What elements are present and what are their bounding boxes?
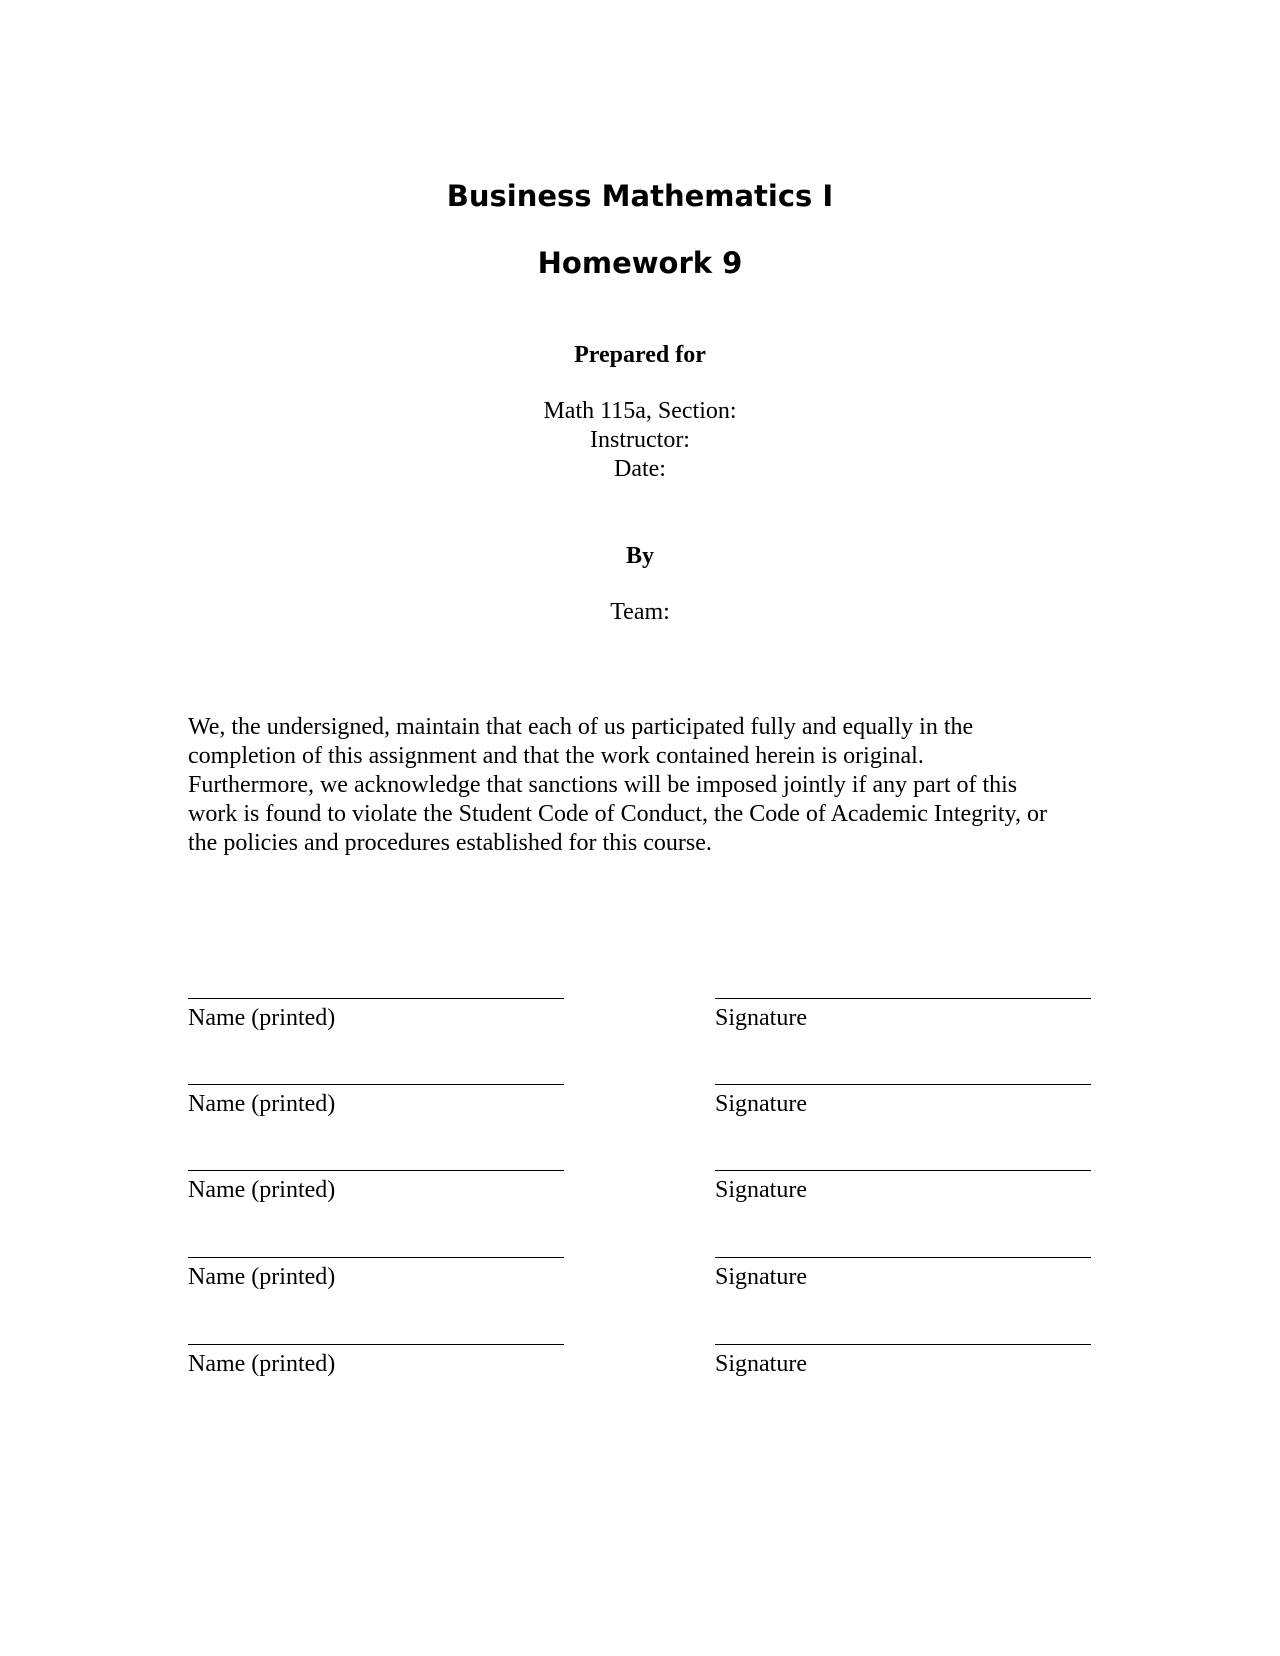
assignment-title: Homework 9 [537, 246, 743, 280]
pledge-line: Furthermore, we acknowledge that sanctions will be imposed jointly if any part of this [188, 772, 1018, 798]
name-printed-label: Name (printed) [188, 1005, 336, 1031]
signature-label: Signature [715, 1351, 807, 1377]
name-line [188, 1084, 564, 1085]
pledge-line: completion of this assignment and that the work contained herein is original. [188, 743, 924, 769]
signature-row [0, 1084, 1280, 1154]
signature-line [715, 1170, 1091, 1171]
team-line: Team: [610, 599, 670, 625]
name-printed-label: Name (printed) [188, 1264, 336, 1290]
pledge-line: We, the undersigned, maintain that each of us participated fully and equally in the [188, 714, 974, 740]
name-printed-label: Name (printed) [188, 1351, 336, 1377]
name-printed-label: Name (printed) [188, 1091, 336, 1117]
signature-label: Signature [715, 1091, 807, 1117]
name-line [188, 998, 564, 999]
signature-line [715, 1084, 1091, 1085]
pledge-line: work is found to violate the Student Code of Conduct, the Code of Academic Integrity, or [188, 801, 1047, 827]
prepared-for-heading: Prepared for [574, 342, 706, 368]
name-printed-label: Name (printed) [188, 1177, 336, 1203]
name-line [188, 1344, 564, 1345]
signature-row [0, 998, 1280, 1068]
by-heading: By [625, 543, 654, 569]
pledge-line: the policies and procedures established for this course. [188, 830, 712, 856]
signature-row [0, 1170, 1280, 1240]
integrity-pledge [188, 713, 1093, 858]
date-line: Date: [614, 456, 666, 482]
signature-line [715, 1344, 1091, 1345]
signature-row [0, 1344, 1280, 1414]
name-line [188, 1257, 564, 1258]
signature-label: Signature [715, 1264, 807, 1290]
signature-label: Signature [715, 1177, 807, 1203]
signature-label: Signature [715, 1005, 807, 1031]
signature-line [715, 998, 1091, 999]
document-title: Business Mathematics I [446, 179, 834, 213]
instructor-line: Instructor: [590, 427, 690, 453]
course-section-line: Math 115a, Section: [543, 398, 737, 424]
name-line [188, 1170, 564, 1171]
signature-line [715, 1257, 1091, 1258]
signature-row [0, 1257, 1280, 1327]
